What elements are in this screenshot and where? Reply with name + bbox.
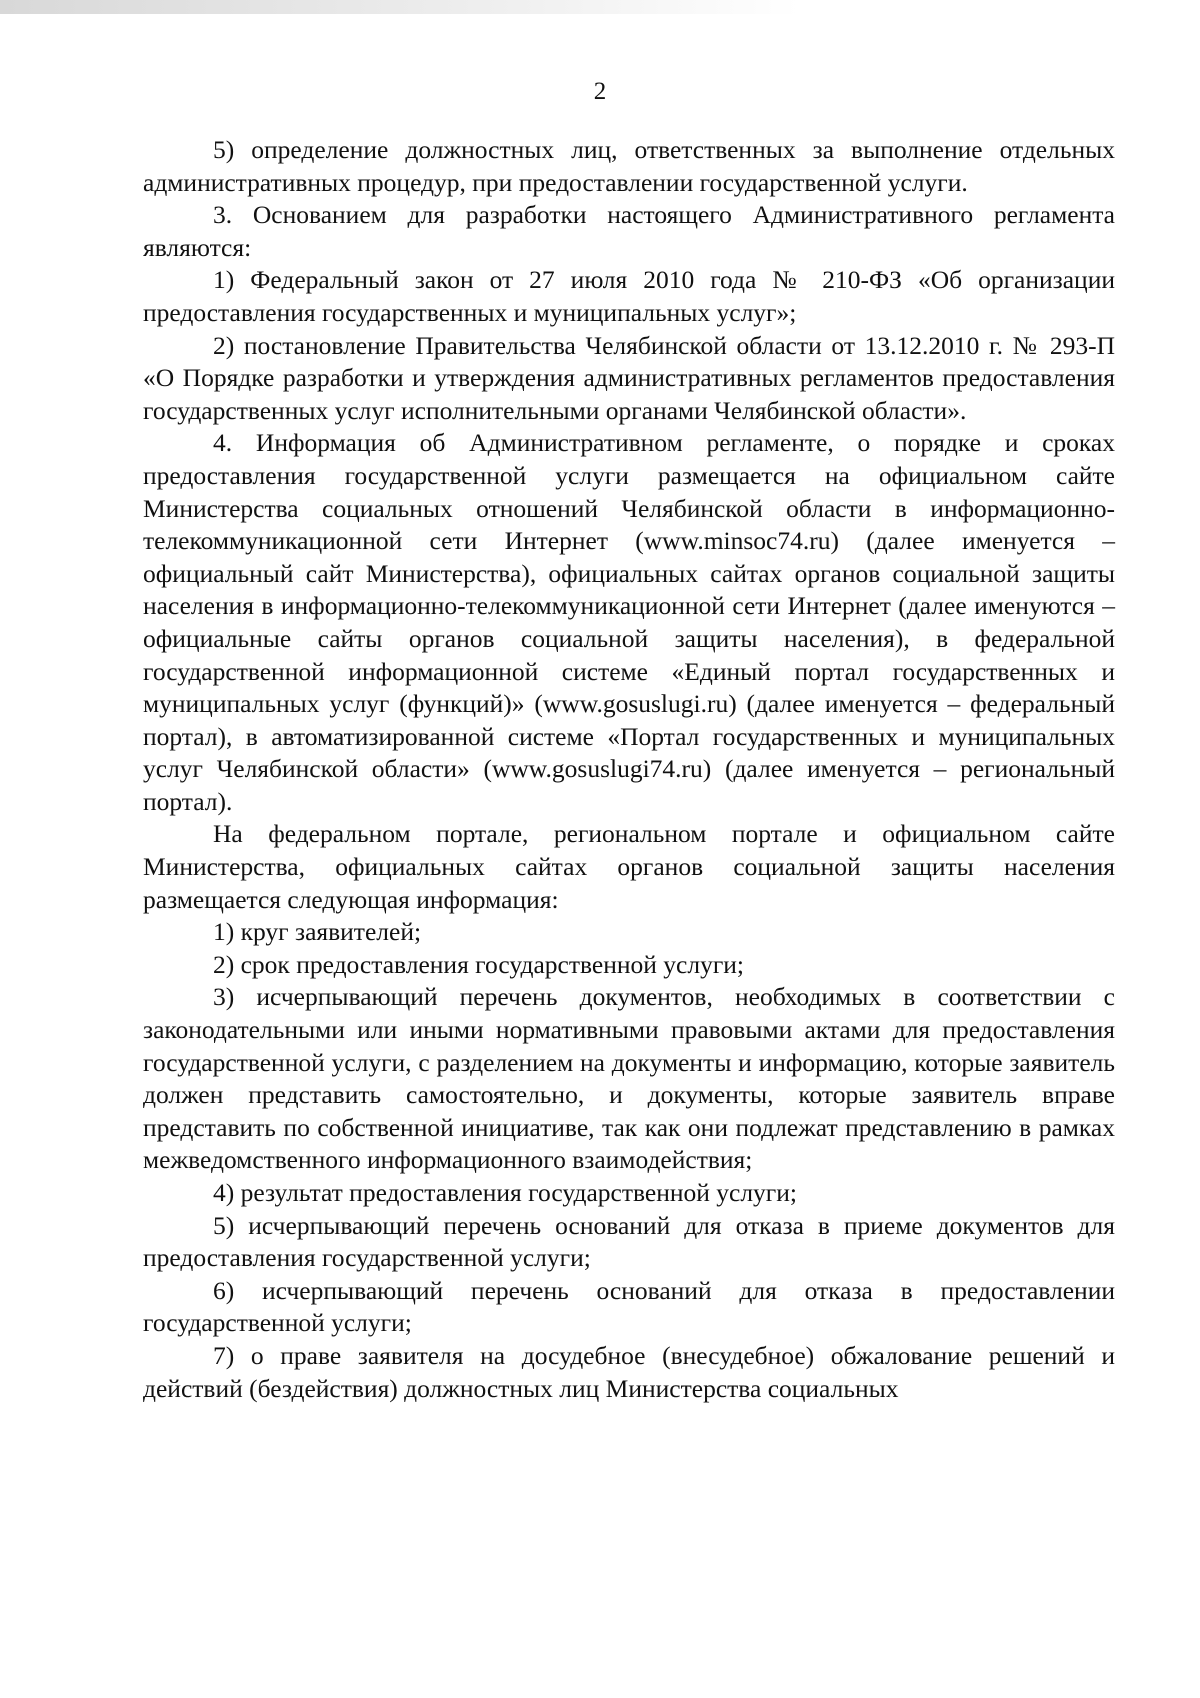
list-item-refusal-acceptance: 5) исчерпывающий перечень оснований для отказа в приеме документов для предоставления государственной услуги; [143, 1210, 1115, 1273]
list-item-documents: 3) исчерпывающий перечень документов, необходимых в соответствии с законодательными или иными нормативными правовыми актами для предоставления государственной услуги, с разделением на документы и информацию, которые заявитель должен представить самостоятельно, и документы, которые заявитель вправе представить по собственной инициативе, так как они подлежат представлению в рамках межведомственного информационного взаимодействия; [143, 982, 1115, 1175]
list-item-result: 4) результат предоставления государственной услуги; [213, 1178, 797, 1207]
list-item-applicants: 1) круг заявителей; [213, 917, 422, 947]
paragraph-portal-info: На федеральном портале, региональном портале и официальном сайте Министерства, официальных сайтах органов социальной защиты населения размещается следующая информация: [143, 819, 1115, 914]
document-body [143, 134, 1115, 1405]
list-item-term: 2) срок предоставления государственной услуги; [213, 949, 745, 979]
paragraph-federal-law: 1) Федеральный закон от 27 июля 2010 года № 210-ФЗ «Об организации предоставления государственных и муниципальных услуг»; [143, 265, 1115, 327]
paragraph-item-5-officials: 5) определение должностных лиц, ответственных за выполнение отдельных административных процедур, при предоставлении государственной услуги. [143, 135, 1115, 197]
paragraph-government-resolution: 2) постановление Правительства Челябинской области от 13.12.2010 г. № 293-П «О Порядке разработки и утверждения административных регламентов предоставления государственных услуг исполнительными органами Челябинской области». [143, 330, 1115, 425]
list-item-refusal-provision: 6) исчерпывающий перечень оснований для отказа в предоставлении государственной услуги; [143, 1275, 1115, 1338]
paragraph-section-3: 3. Основанием для разработки настоящего Административного регламента являются: [143, 200, 1115, 262]
list-item-appeal-right: 7) о праве заявителя на досудебное (внесудебное) обжалование решений и действий (бездействия) должностных лиц Министерства социальных [143, 1340, 1115, 1403]
paragraph-section-4: 4. Информация об Административном регламенте, о порядке и сроках предоставления государственной услуги размещается на официальном сайте Министерства социальных отношений Челябинской области в информационно-телекоммуникационной сети Интернет (www.minsoc74.ru) (далее именуется – официальный сайт Министерства), официальных сайтах органов социальной защиты населения в информационно-телекоммуникационной сети Интернет (далее именуются – официальные сайты органов социальной защиты населения), в федеральной государственной информационной системе «Единый портал государственных и муниципальных услуг (функций)» (www.gosuslugi.ru) (далее именуется – федеральный портал), в автоматизированной системе «Портал государственных и муниципальных услуг Челябинской области» (www.gosuslugi74.ru) (далее именуется – региональный портал). [143, 428, 1115, 816]
scan-edge-artifact [0, 0, 800, 14]
page-number: 2 [593, 78, 607, 105]
